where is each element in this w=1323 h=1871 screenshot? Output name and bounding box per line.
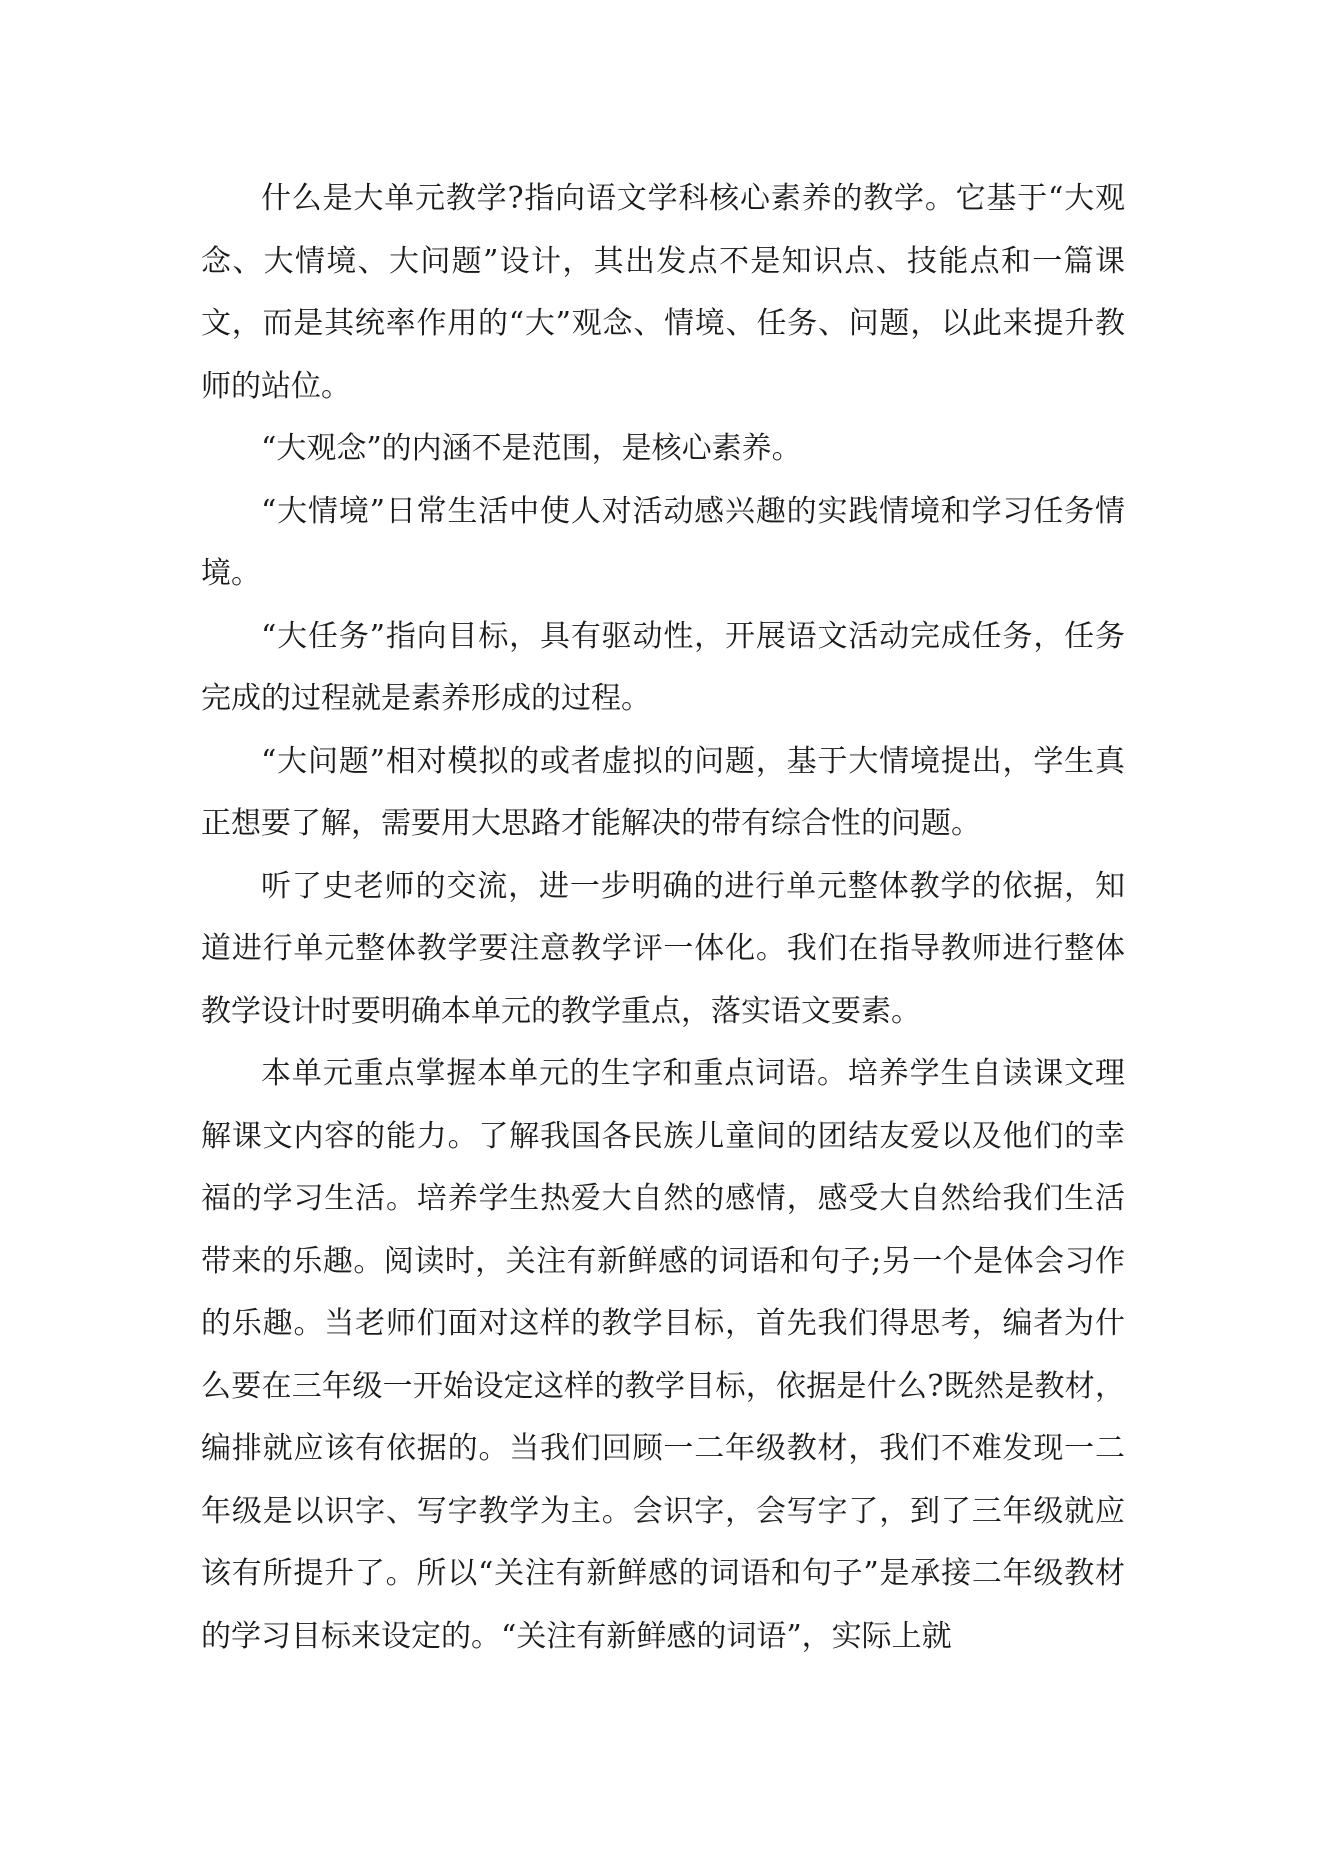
paragraph-big-unit-teaching: 什么是大单元教学?指向语文学科核心素养的教学。它基于“大观念、大情境、大问题”设计，其出发点不是知识点、技能点和一篇课文，而是其统率作用的“大”观念、情境、任务、问题，以此来提升教师的站位。 <box>201 181 1125 404</box>
paragraph-big-context: “大情境”日常生活中使人对活动感兴趣的实践情境和学习任务情境。 <box>201 493 1125 591</box>
document-body <box>201 168 1125 1668</box>
paragraph-big-concept: “大观念”的内涵不是范围，是核心素养。 <box>261 431 802 466</box>
paragraph-teacher-exchange: 听了史老师的交流，进一步明确的进行单元整体教学的依据，知道进行单元整体教学要注意教学评一体化。我们在指导教师进行整体教学设计时要明确本单元的教学重点，落实语文要素。 <box>201 868 1125 1029</box>
paragraph-unit-focus: 本单元重点掌握本单元的生字和重点词语。培养学生自读课文理解课文内容的能力。了解我国各民族儿童间的团结友爱以及他们的幸福的学习生活。培养学生热爱大自然的感情，感受大自然给我们生活带来的乐趣。阅读时，关注有新鲜感的词语和句子;另一个是体会习作的乐趣。当老师们面对这样的教学目标，首先我们得思考，编者为什么要在三年级一开始设定这样的教学目标，依据是什么?既然是教材，编排就应该有依据的。当我们回顾一二年级教材，我们不难发现一二年级是以识字、写字教学为主。会识字，会写字了，到了三年级就应该有所提升了。所以“关注有新鲜感的词语和句子”是承接二年级教材的学习目标来设定的。“关注有新鲜感的词语”，实际上就 <box>201 1056 1125 1654</box>
paragraph-big-question: “大问题”相对模拟的或者虚拟的问题，基于大情境提出，学生真正想要了解，需要用大思路才能解决的带有综合性的问题。 <box>201 743 1125 841</box>
paragraph-big-task: “大任务”指向目标，具有驱动性，开展语文活动完成任务，任务完成的过程就是素养形成的过程。 <box>201 618 1125 716</box>
